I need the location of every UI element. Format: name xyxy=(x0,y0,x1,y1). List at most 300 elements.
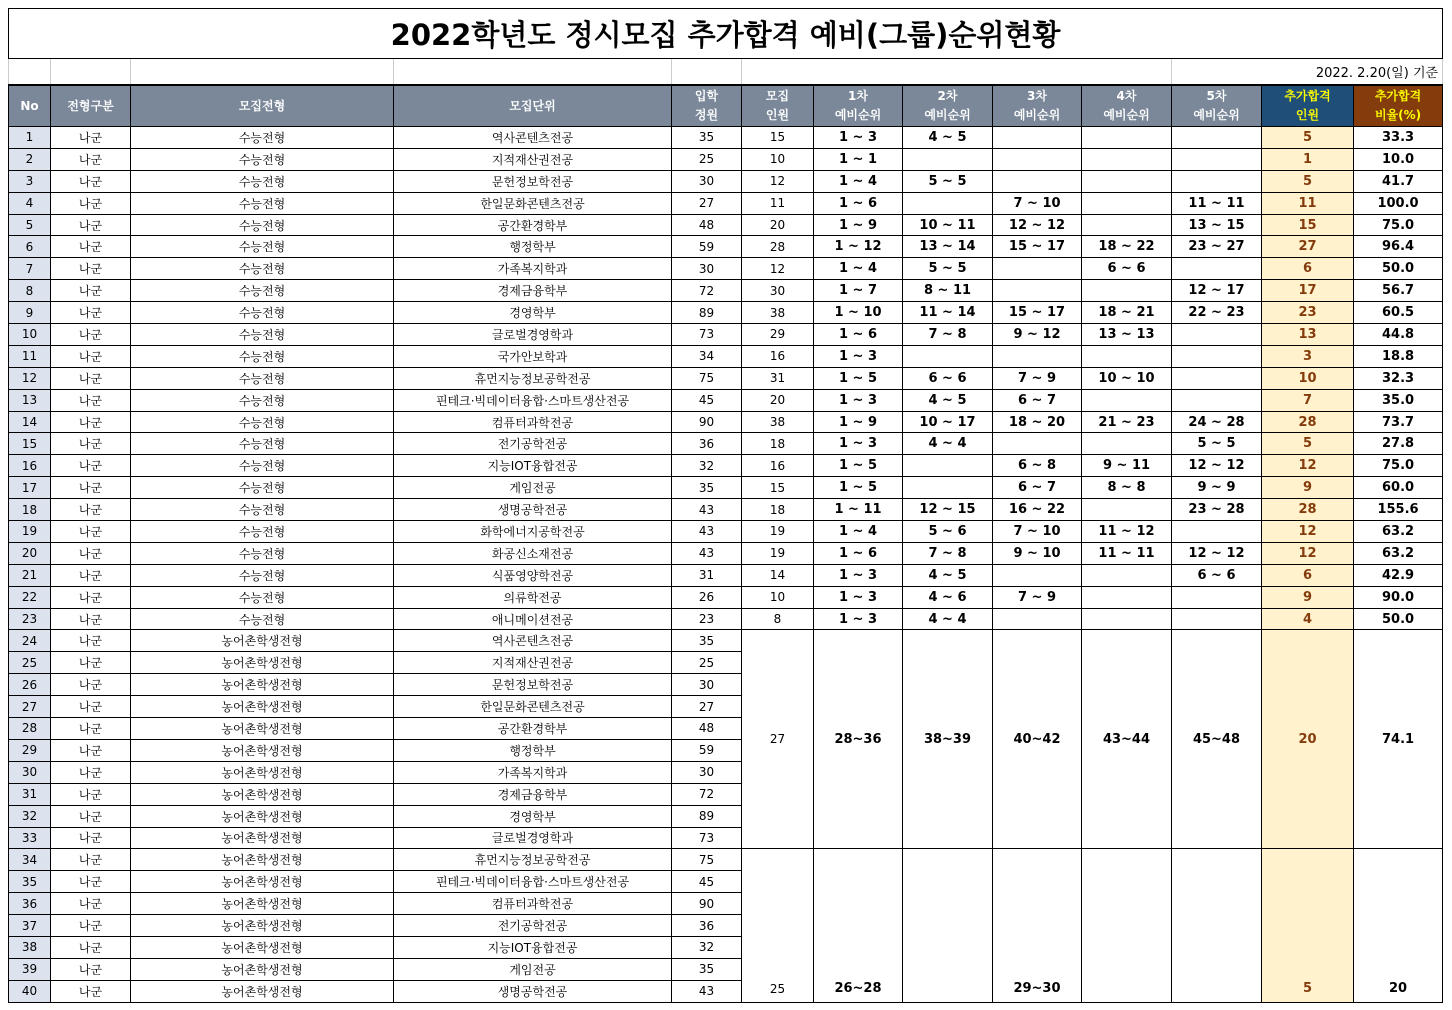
cell-type: 나군 xyxy=(51,433,131,455)
cell-round3: 7 ~ 10 xyxy=(993,521,1082,543)
cell-additional-count: 15 xyxy=(1262,214,1354,236)
cell-quota: 75 xyxy=(672,849,742,871)
table-row xyxy=(9,214,1443,236)
cell-recruit: 12 xyxy=(742,258,814,280)
cell-admission-track: 수능전형 xyxy=(131,586,394,608)
cell-round5: 12 ~ 17 xyxy=(1172,280,1262,302)
cell-department: 화공신소재전공 xyxy=(394,542,672,564)
cell-additional-count: 17 xyxy=(1262,280,1354,302)
cell-recruit: 28 xyxy=(742,236,814,258)
group-cell-round4: 43~44 xyxy=(1082,630,1172,849)
cell-no: 6 xyxy=(9,236,51,258)
cell-admission-track: 수능전형 xyxy=(131,455,394,477)
cell-quota: 72 xyxy=(672,280,742,302)
cell-admission-track: 농어촌학생전형 xyxy=(131,915,394,937)
cell-quota: 27 xyxy=(672,192,742,214)
cell-round4 xyxy=(1082,192,1172,214)
cell-round3: 15 ~ 17 xyxy=(993,302,1082,324)
cell-admission-track: 수능전형 xyxy=(131,433,394,455)
cell-round4: 18 ~ 21 xyxy=(1082,302,1172,324)
header-round2: 2차 예비순위 xyxy=(903,85,993,127)
cell-additional-ratio: 44.8 xyxy=(1354,324,1443,346)
cell-round2 xyxy=(903,192,993,214)
cell-department: 지적재산권전공 xyxy=(394,652,672,674)
cell-quota: 72 xyxy=(672,783,742,805)
cell-admission-track: 농어촌학생전형 xyxy=(131,893,394,915)
cell-type: 나군 xyxy=(51,499,131,521)
cell-type: 나군 xyxy=(51,608,131,630)
cell-round1: 1 ~ 6 xyxy=(814,324,903,346)
cell-round1: 1 ~ 1 xyxy=(814,148,903,170)
group-cell-recruit: 25 xyxy=(742,849,814,1002)
cell-quota: 48 xyxy=(672,214,742,236)
group-cell-round3: 40~42 xyxy=(993,630,1082,849)
cell-round1: 1 ~ 5 xyxy=(814,455,903,477)
cell-type: 나군 xyxy=(51,127,131,149)
cell-type: 나군 xyxy=(51,542,131,564)
cell-round3: 7 ~ 9 xyxy=(993,586,1082,608)
cell-recruit: 10 xyxy=(742,148,814,170)
cell-no: 34 xyxy=(9,849,51,871)
cell-round3: 7 ~ 9 xyxy=(993,367,1082,389)
cell-round3 xyxy=(993,345,1082,367)
cell-type: 나군 xyxy=(51,936,131,958)
cell-additional-ratio: 100.0 xyxy=(1354,192,1443,214)
cell-admission-track: 수능전형 xyxy=(131,477,394,499)
cell-round3: 16 ~ 22 xyxy=(993,499,1082,521)
cell-round1: 1 ~ 5 xyxy=(814,367,903,389)
cell-type: 나군 xyxy=(51,367,131,389)
cell-round5 xyxy=(1172,324,1262,346)
cell-quota: 45 xyxy=(672,871,742,893)
cell-round2 xyxy=(903,455,993,477)
cell-round4: 21 ~ 23 xyxy=(1082,411,1172,433)
cell-admission-track: 수능전형 xyxy=(131,258,394,280)
group-cell-additional-ratio: 20 xyxy=(1354,849,1443,1002)
cell-round2: 7 ~ 8 xyxy=(903,324,993,346)
header-row xyxy=(9,85,1443,127)
cell-additional-ratio: 96.4 xyxy=(1354,236,1443,258)
cell-round1: 1 ~ 6 xyxy=(814,542,903,564)
cell-round3: 6 ~ 8 xyxy=(993,455,1082,477)
cell-type: 나군 xyxy=(51,893,131,915)
cell-additional-ratio: 56.7 xyxy=(1354,280,1443,302)
cell-recruit: 18 xyxy=(742,499,814,521)
cell-admission-track: 수능전형 xyxy=(131,411,394,433)
cell-quota: 73 xyxy=(672,324,742,346)
cell-admission-track: 농어촌학생전형 xyxy=(131,958,394,980)
cell-round4: 11 ~ 11 xyxy=(1082,542,1172,564)
cell-round4 xyxy=(1082,214,1172,236)
cell-admission-track: 농어촌학생전형 xyxy=(131,805,394,827)
table-row xyxy=(9,258,1443,280)
cell-round2: 5 ~ 5 xyxy=(903,170,993,192)
cell-department: 문헌정보학전공 xyxy=(394,674,672,696)
cell-round2: 5 ~ 6 xyxy=(903,521,993,543)
cell-round1: 1 ~ 4 xyxy=(814,258,903,280)
cell-additional-ratio: 155.6 xyxy=(1354,499,1443,521)
cell-additional-count: 5 xyxy=(1262,170,1354,192)
cell-round5: 12 ~ 12 xyxy=(1172,542,1262,564)
cell-department: 지능IOT융합전공 xyxy=(394,455,672,477)
cell-round2: 4 ~ 6 xyxy=(903,586,993,608)
cell-round4 xyxy=(1082,564,1172,586)
cell-round4: 9 ~ 11 xyxy=(1082,455,1172,477)
group-cell-additional-count: 5 xyxy=(1262,849,1354,1002)
cell-recruit: 29 xyxy=(742,324,814,346)
cell-no: 16 xyxy=(9,455,51,477)
cell-round2: 5 ~ 5 xyxy=(903,258,993,280)
cell-quota: 30 xyxy=(672,258,742,280)
cell-quota: 34 xyxy=(672,345,742,367)
cell-no: 19 xyxy=(9,521,51,543)
cell-round3: 9 ~ 12 xyxy=(993,324,1082,346)
cell-additional-ratio: 73.7 xyxy=(1354,411,1443,433)
admission-table-sheet xyxy=(8,8,1442,1003)
cell-round2: 8 ~ 11 xyxy=(903,280,993,302)
cell-round4 xyxy=(1082,170,1172,192)
cell-round1: 1 ~ 3 xyxy=(814,433,903,455)
header-no: No xyxy=(9,85,51,127)
cell-department: 공간환경학부 xyxy=(394,718,672,740)
table-row xyxy=(9,433,1443,455)
cell-admission-track: 농어촌학생전형 xyxy=(131,696,394,718)
cell-no: 3 xyxy=(9,170,51,192)
cell-admission-track: 수능전형 xyxy=(131,389,394,411)
cell-type: 나군 xyxy=(51,170,131,192)
cell-additional-ratio: 32.3 xyxy=(1354,367,1443,389)
cell-round2: 4 ~ 5 xyxy=(903,564,993,586)
cell-no: 17 xyxy=(9,477,51,499)
table-row xyxy=(9,499,1443,521)
header-additional-count: 추가합격 인원 xyxy=(1262,85,1354,127)
cell-admission-track: 농어촌학생전형 xyxy=(131,783,394,805)
cell-no: 28 xyxy=(9,718,51,740)
group-cell-recruit: 27 xyxy=(742,630,814,849)
cell-additional-count: 12 xyxy=(1262,455,1354,477)
cell-no: 26 xyxy=(9,674,51,696)
cell-round1: 1 ~ 9 xyxy=(814,411,903,433)
cell-additional-count: 9 xyxy=(1262,586,1354,608)
cell-round2: 4 ~ 4 xyxy=(903,608,993,630)
cell-round5 xyxy=(1172,389,1262,411)
cell-department: 역사콘텐츠전공 xyxy=(394,630,672,652)
cell-admission-track: 수능전형 xyxy=(131,127,394,149)
cell-round2: 12 ~ 15 xyxy=(903,499,993,521)
cell-admission-track: 수능전형 xyxy=(131,148,394,170)
cell-round1: 1 ~ 4 xyxy=(814,521,903,543)
cell-recruit: 20 xyxy=(742,214,814,236)
cell-department: 가족복지학과 xyxy=(394,258,672,280)
cell-recruit: 15 xyxy=(742,477,814,499)
cell-department: 컴퓨터과학전공 xyxy=(394,893,672,915)
cell-round4: 8 ~ 8 xyxy=(1082,477,1172,499)
waitlist-table xyxy=(8,8,1443,1003)
cell-round4: 11 ~ 12 xyxy=(1082,521,1172,543)
cell-additional-count: 5 xyxy=(1262,433,1354,455)
cell-round3: 6 ~ 7 xyxy=(993,389,1082,411)
cell-admission-track: 수능전형 xyxy=(131,192,394,214)
cell-round1: 1 ~ 3 xyxy=(814,345,903,367)
cell-department: 전기공학전공 xyxy=(394,915,672,937)
cell-round2: 13 ~ 14 xyxy=(903,236,993,258)
cell-quota: 30 xyxy=(672,761,742,783)
cell-type: 나군 xyxy=(51,915,131,937)
cell-department: 행정학부 xyxy=(394,739,672,761)
cell-no: 24 xyxy=(9,630,51,652)
group-cell-additional-ratio: 74.1 xyxy=(1354,630,1443,849)
group-cell-round4 xyxy=(1082,849,1172,1002)
cell-recruit: 11 xyxy=(742,192,814,214)
cell-round3: 9 ~ 10 xyxy=(993,542,1082,564)
cell-no: 30 xyxy=(9,761,51,783)
header-round5: 5차 예비순위 xyxy=(1172,85,1262,127)
cell-admission-track: 농어촌학생전형 xyxy=(131,718,394,740)
cell-no: 32 xyxy=(9,805,51,827)
cell-round2: 4 ~ 4 xyxy=(903,433,993,455)
cell-round5 xyxy=(1172,148,1262,170)
cell-round5: 13 ~ 15 xyxy=(1172,214,1262,236)
cell-additional-ratio: 33.3 xyxy=(1354,127,1443,149)
cell-admission-track: 농어촌학생전형 xyxy=(131,674,394,696)
cell-additional-count: 12 xyxy=(1262,542,1354,564)
cell-type: 나군 xyxy=(51,258,131,280)
cell-additional-count: 11 xyxy=(1262,192,1354,214)
cell-department: 화학에너지공학전공 xyxy=(394,521,672,543)
cell-additional-ratio: 10.0 xyxy=(1354,148,1443,170)
cell-round1: 1 ~ 3 xyxy=(814,389,903,411)
table-row xyxy=(9,324,1443,346)
cell-round5 xyxy=(1172,345,1262,367)
group-cell-additional-count: 20 xyxy=(1262,630,1354,849)
cell-round3: 18 ~ 20 xyxy=(993,411,1082,433)
cell-round3: 12 ~ 12 xyxy=(993,214,1082,236)
cell-department: 행정학부 xyxy=(394,236,672,258)
cell-round1: 1 ~ 3 xyxy=(814,127,903,149)
table-row xyxy=(9,849,1443,871)
group-cell-round1: 28~36 xyxy=(814,630,903,849)
cell-quota: 32 xyxy=(672,936,742,958)
cell-additional-count: 9 xyxy=(1262,477,1354,499)
cell-department: 전기공학전공 xyxy=(394,433,672,455)
cell-recruit: 38 xyxy=(742,302,814,324)
cell-no: 35 xyxy=(9,871,51,893)
reference-date: 2022. 2.20(일) 기준 xyxy=(1172,59,1443,86)
cell-round3 xyxy=(993,258,1082,280)
table-row xyxy=(9,586,1443,608)
cell-recruit: 16 xyxy=(742,455,814,477)
table-row xyxy=(9,521,1443,543)
cell-additional-count: 5 xyxy=(1262,127,1354,149)
cell-department: 게임전공 xyxy=(394,477,672,499)
cell-type: 나군 xyxy=(51,761,131,783)
cell-additional-ratio: 50.0 xyxy=(1354,608,1443,630)
cell-recruit: 15 xyxy=(742,127,814,149)
cell-quota: 32 xyxy=(672,455,742,477)
cell-recruit: 31 xyxy=(742,367,814,389)
cell-type: 나군 xyxy=(51,302,131,324)
cell-type: 나군 xyxy=(51,564,131,586)
cell-round5: 11 ~ 11 xyxy=(1172,192,1262,214)
cell-quota: 23 xyxy=(672,608,742,630)
cell-quota: 89 xyxy=(672,805,742,827)
cell-round2 xyxy=(903,345,993,367)
cell-admission-track: 농어촌학생전형 xyxy=(131,739,394,761)
cell-additional-count: 28 xyxy=(1262,499,1354,521)
cell-round3 xyxy=(993,170,1082,192)
cell-department: 경제금융학부 xyxy=(394,783,672,805)
cell-round2: 6 ~ 6 xyxy=(903,367,993,389)
cell-department: 식품영양학전공 xyxy=(394,564,672,586)
group-cell-round3: 29~30 xyxy=(993,849,1082,1002)
cell-admission-track: 수능전형 xyxy=(131,170,394,192)
cell-additional-ratio: 50.0 xyxy=(1354,258,1443,280)
cell-department: 경영학부 xyxy=(394,302,672,324)
cell-admission-track: 수능전형 xyxy=(131,302,394,324)
cell-round4: 18 ~ 22 xyxy=(1082,236,1172,258)
group-cell-round5: 45~48 xyxy=(1172,630,1262,849)
cell-department: 한일문화콘텐츠전공 xyxy=(394,192,672,214)
cell-round5: 6 ~ 6 xyxy=(1172,564,1262,586)
cell-additional-count: 10 xyxy=(1262,367,1354,389)
header-recruit: 모집 인원 xyxy=(742,85,814,127)
cell-quota: 89 xyxy=(672,302,742,324)
cell-admission-track: 수능전형 xyxy=(131,367,394,389)
cell-quota: 27 xyxy=(672,696,742,718)
table-row xyxy=(9,542,1443,564)
cell-type: 나군 xyxy=(51,783,131,805)
header-round1: 1차 예비순위 xyxy=(814,85,903,127)
cell-recruit: 20 xyxy=(742,389,814,411)
cell-department: 핀테크·빅데이터융합·스마트생산전공 xyxy=(394,389,672,411)
cell-round3: 6 ~ 7 xyxy=(993,477,1082,499)
cell-no: 20 xyxy=(9,542,51,564)
cell-additional-ratio: 60.5 xyxy=(1354,302,1443,324)
header-admission-track: 모집전형 xyxy=(131,85,394,127)
cell-no: 31 xyxy=(9,783,51,805)
cell-round5 xyxy=(1172,258,1262,280)
cell-additional-ratio: 75.0 xyxy=(1354,214,1443,236)
cell-additional-count: 1 xyxy=(1262,148,1354,170)
cell-no: 4 xyxy=(9,192,51,214)
cell-department: 애니메이션전공 xyxy=(394,608,672,630)
cell-quota: 48 xyxy=(672,718,742,740)
cell-type: 나군 xyxy=(51,455,131,477)
cell-round4: 10 ~ 10 xyxy=(1082,367,1172,389)
cell-recruit: 8 xyxy=(742,608,814,630)
cell-admission-track: 수능전형 xyxy=(131,236,394,258)
cell-round2 xyxy=(903,148,993,170)
cell-type: 나군 xyxy=(51,739,131,761)
cell-round4 xyxy=(1082,127,1172,149)
cell-round1: 1 ~ 3 xyxy=(814,586,903,608)
cell-quota: 43 xyxy=(672,980,742,1002)
cell-round3 xyxy=(993,280,1082,302)
cell-round2: 10 ~ 17 xyxy=(903,411,993,433)
cell-no: 33 xyxy=(9,827,51,849)
cell-quota: 59 xyxy=(672,739,742,761)
cell-department: 역사콘텐츠전공 xyxy=(394,127,672,149)
table-row xyxy=(9,148,1443,170)
cell-type: 나군 xyxy=(51,345,131,367)
cell-department: 경영학부 xyxy=(394,805,672,827)
cell-type: 나군 xyxy=(51,280,131,302)
cell-quota: 26 xyxy=(672,586,742,608)
cell-department: 휴먼지능정보공학전공 xyxy=(394,367,672,389)
cell-admission-track: 농어촌학생전형 xyxy=(131,827,394,849)
cell-no: 5 xyxy=(9,214,51,236)
cell-no: 36 xyxy=(9,893,51,915)
cell-quota: 43 xyxy=(672,521,742,543)
cell-quota: 43 xyxy=(672,499,742,521)
group-cell-round5 xyxy=(1172,849,1262,1002)
cell-quota: 59 xyxy=(672,236,742,258)
cell-no: 12 xyxy=(9,367,51,389)
cell-type: 나군 xyxy=(51,980,131,1002)
table-row xyxy=(9,345,1443,367)
cell-round4: 6 ~ 6 xyxy=(1082,258,1172,280)
cell-admission-track: 농어촌학생전형 xyxy=(131,936,394,958)
header-additional-ratio: 추가합격 비율(%) xyxy=(1354,85,1443,127)
cell-quota: 25 xyxy=(672,148,742,170)
cell-no: 10 xyxy=(9,324,51,346)
table-row xyxy=(9,411,1443,433)
cell-additional-count: 3 xyxy=(1262,345,1354,367)
cell-recruit: 14 xyxy=(742,564,814,586)
cell-recruit: 19 xyxy=(742,542,814,564)
cell-type: 나군 xyxy=(51,148,131,170)
cell-round2: 11 ~ 14 xyxy=(903,302,993,324)
cell-round4 xyxy=(1082,389,1172,411)
cell-round1: 1 ~ 11 xyxy=(814,499,903,521)
cell-no: 9 xyxy=(9,302,51,324)
cell-round5: 23 ~ 27 xyxy=(1172,236,1262,258)
header-round4: 4차 예비순위 xyxy=(1082,85,1172,127)
cell-round3: 15 ~ 17 xyxy=(993,236,1082,258)
page-title: 2022학년도 정시모집 추가합격 예비(그룹)순위현황 xyxy=(9,9,1443,59)
cell-quota: 43 xyxy=(672,542,742,564)
cell-no: 37 xyxy=(9,915,51,937)
cell-round4 xyxy=(1082,345,1172,367)
cell-type: 나군 xyxy=(51,674,131,696)
cell-no: 1 xyxy=(9,127,51,149)
cell-round5 xyxy=(1172,367,1262,389)
cell-department: 컴퓨터과학전공 xyxy=(394,411,672,433)
cell-no: 13 xyxy=(9,389,51,411)
cell-department: 공간환경학부 xyxy=(394,214,672,236)
table-row xyxy=(9,302,1443,324)
cell-admission-track: 농어촌학생전형 xyxy=(131,761,394,783)
cell-department: 가족복지학과 xyxy=(394,761,672,783)
cell-additional-ratio: 60.0 xyxy=(1354,477,1443,499)
cell-round1: 1 ~ 10 xyxy=(814,302,903,324)
cell-round5 xyxy=(1172,127,1262,149)
cell-type: 나군 xyxy=(51,192,131,214)
cell-round4 xyxy=(1082,586,1172,608)
group-cell-round2: 38~39 xyxy=(903,630,993,849)
cell-round3 xyxy=(993,148,1082,170)
cell-admission-track: 수능전형 xyxy=(131,499,394,521)
table-row xyxy=(9,630,1443,652)
cell-admission-track: 수능전형 xyxy=(131,542,394,564)
cell-no: 11 xyxy=(9,345,51,367)
table-row xyxy=(9,389,1443,411)
cell-department: 생명공학전공 xyxy=(394,499,672,521)
cell-additional-count: 7 xyxy=(1262,389,1354,411)
cell-department: 한일문화콘텐츠전공 xyxy=(394,696,672,718)
cell-department: 핀테크·빅데이터융합·스마트생산전공 xyxy=(394,871,672,893)
cell-admission-track: 농어촌학생전형 xyxy=(131,980,394,1002)
